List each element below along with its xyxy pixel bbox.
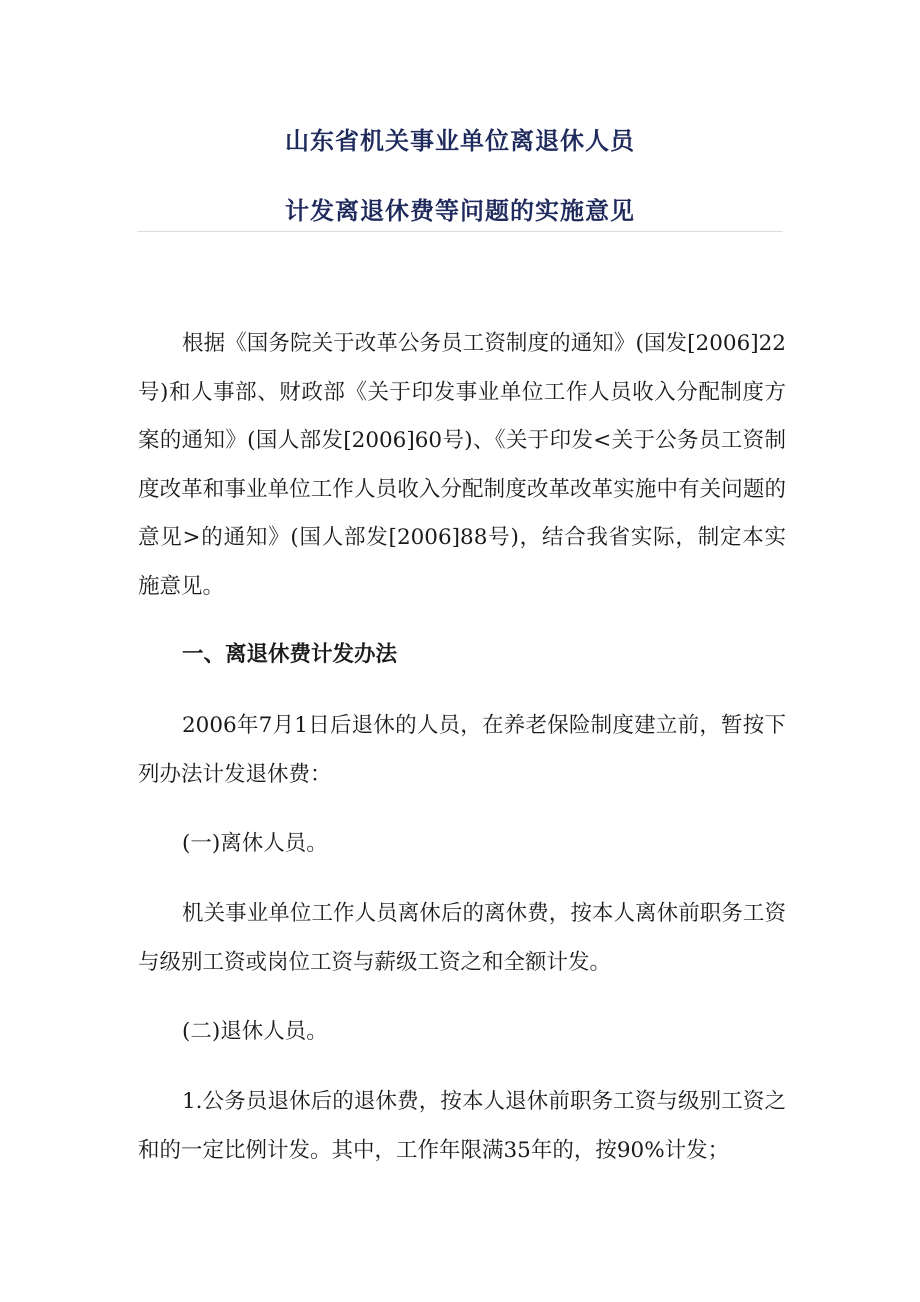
subsection-paragraph-1: 机关事业单位工作人员离休后的离休费，按本人离休前职务工资与级别工资或岗位工资与薪级工资之和全额计发。 — [138, 901, 786, 975]
title-divider — [137, 231, 783, 232]
section-paragraph-1: 2006年7月1日后退休的人员，在养老保险制度建立前，暂按下列办法计发退休费： — [138, 713, 786, 787]
document-title-line-2: 计发离退休费等问题的实施意见 — [285, 197, 635, 225]
subsection-heading-1: (一)离休人员。 — [182, 831, 328, 856]
section-heading-1: 一、离退休费计发办法 — [182, 642, 398, 667]
document-title-line-1: 山东省机关事业单位离退休人员 — [285, 127, 635, 155]
subsection-heading-2: (二)退休人员。 — [182, 1019, 328, 1044]
intro-paragraph: 根据《国务院关于改革公务员工资制度的通知》(国发[2006]22号)和人事部、财政部《关于印发事业单位工作人员收入分配制度方案的通知》(国人部发[2006]60号)、《关于印发<关于公务员工资制度改革和事业单位工作人员收入分配制度改革改革实施中有关问题的意见>的通知》(国人部发[2006]88号)，结合我省实际，制定本实施意见。 — [138, 331, 786, 599]
subsection-paragraph-2: 1.公务员退休后的退休费，按本人退休前职务工资与级别工资之和的一定比例计发。其中，工作年限满35年的，按90%计发； — [138, 1089, 786, 1163]
